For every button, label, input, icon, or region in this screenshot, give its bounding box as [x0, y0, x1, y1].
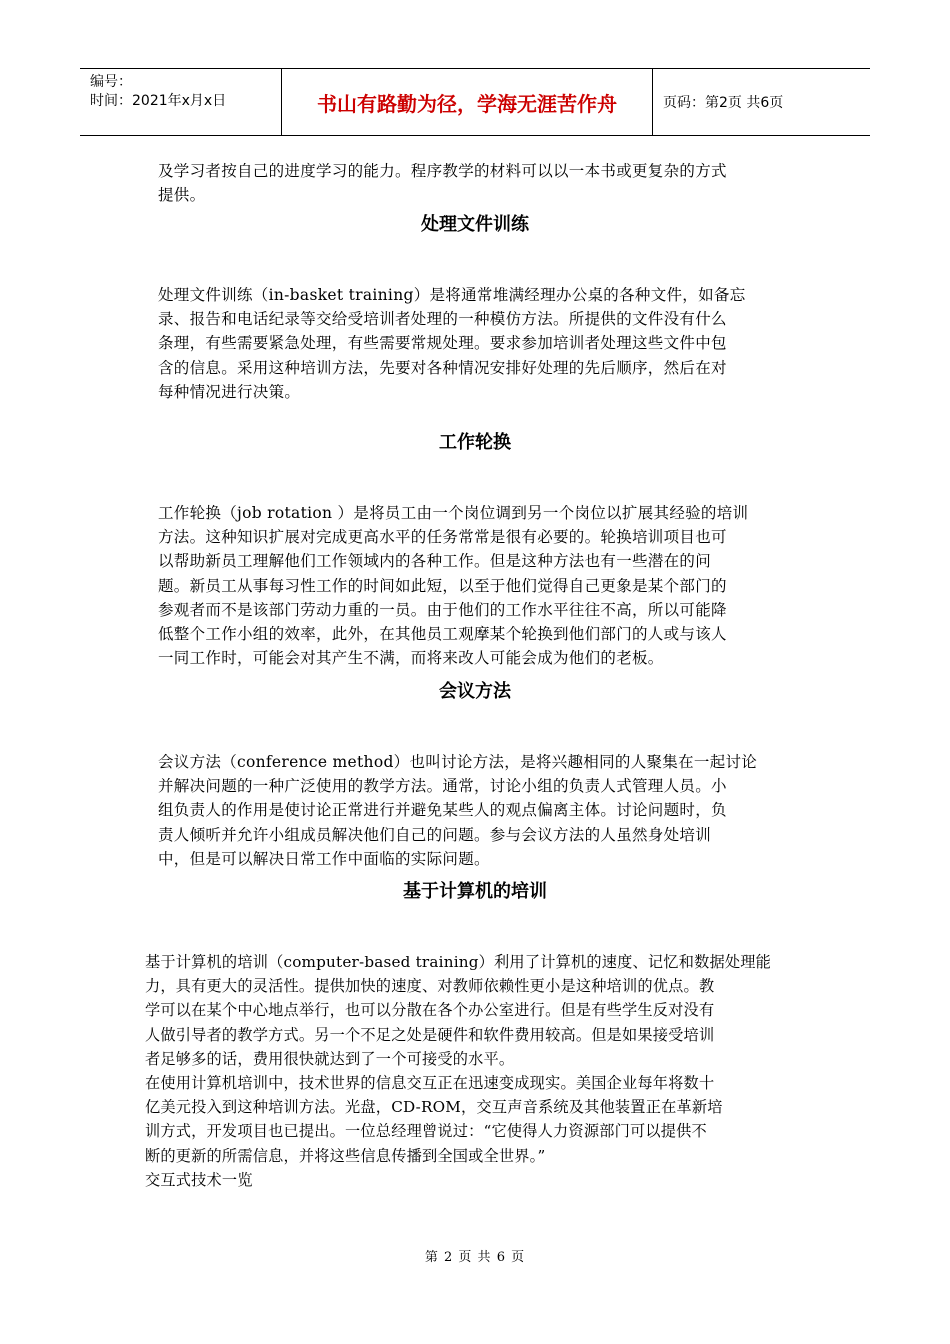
- text-line: 每种情况进行决策。: [158, 382, 301, 401]
- intro-paragraph: [158, 159, 727, 207]
- header-motto: 书山有路勤为径，学海无涯苦作舟: [282, 69, 653, 135]
- header-info-cell: [80, 69, 282, 135]
- section-heading-job-rotation: 工作轮换: [439, 432, 511, 453]
- text-line: 题。新员工从事每习性工作的时间如此短，以至于他们觉得自己更象是某个部门的: [158, 576, 727, 595]
- text-line: 提供。: [158, 186, 206, 205]
- text-line: 录、报告和电话纪录等交给受培训者处理的一种模仿方法。所提供的文件没有什么: [158, 310, 727, 329]
- section-heading-computer-based: 基于计算机的培训: [403, 881, 547, 902]
- text-line: 者足够多的话，费用很快就达到了一个可接受的水平。: [145, 1049, 515, 1068]
- text-line: 交互式技术一览: [145, 1170, 253, 1189]
- text-line: 参观者而不是该部门劳动力重的一员。由于他们的工作水平往往不高，所以可能降: [158, 600, 727, 619]
- text-line: 工作轮换（job rotation ）是将员工由一个岗位调到另一个岗位以扩展其经验的培训: [158, 504, 749, 522]
- text-line: 训方式，开发项目也已提出。一位总经理曾说过：“它使得人力资源部门可以提供不: [145, 1122, 707, 1141]
- page-footer: 第 2 页 共 6 页: [424, 1250, 526, 1265]
- text-line: 中，但是可以解决日常工作中面临的实际问题。: [158, 849, 490, 868]
- paragraph-computer-based: [145, 950, 771, 1192]
- text-line: 以帮助新员工理解他们工作领域内的各种工作。但是这种方法也有一些潜在的问: [158, 552, 712, 571]
- text-line: 一同工作时，可能会对其产生不满，而将来改人可能会成为他们的老板。: [158, 649, 664, 668]
- text-line: 组负责人的作用是使讨论正常进行并避免某些人的观点偏离主体。讨论问题时，负: [158, 801, 727, 820]
- text-line: 在使用计算机培训中，技术世界的信息交互正在迅速变成现实。美国企业每年将数十: [145, 1073, 715, 1092]
- text-line: 学可以在某个中心地点举行，也可以分散在各个办公室进行。但是有些学生反对没有: [145, 1001, 715, 1020]
- text-line: 人做引导者的教学方式。另一个不足之处是硬件和软件费用较高。但是如果接受培训: [145, 1025, 715, 1044]
- paragraph-job-rotation: [158, 501, 748, 670]
- page-header: [80, 68, 870, 136]
- text-line: 会议方法（conference method）也叫讨论方法，是将兴趣相同的人聚集在一起讨论: [158, 753, 758, 771]
- paragraph-conference: [158, 750, 757, 871]
- text-line: 责人倾听并允许小组成员解决他们自己的问题。参与会议方法的人虽然身处培训: [158, 825, 712, 844]
- text-line: 基于计算机的培训（computer-based training）利用了计算机的速度、记忆和数据处理能: [145, 953, 772, 971]
- text-line: 力，具有更大的灵活性。提供加快的速度、对教师依赖性更小是这种培训的优点。教: [145, 977, 715, 996]
- header-page-number: 页码：第2页 共6页: [663, 95, 784, 111]
- header-number: 编号：: [90, 74, 132, 90]
- text-line: 方法。这种知识扩展对完成更高水平的任务常常是很有必要的。轮换培训项目也可: [158, 528, 727, 547]
- section-heading-in-basket: 处理文件训练: [421, 214, 529, 235]
- text-line: 并解决问题的一种广泛使用的教学方法。通常，讨论小组的负责人式管理人员。小: [158, 777, 727, 796]
- text-line: 亿美元投入到这种培训方法。光盘，CD-ROM，交互声音系统及其他装置正在革新培: [145, 1098, 723, 1117]
- text-line: 及学习者按自己的进度学习的能力。程序教学的材料可以以一本书或更复杂的方式: [158, 162, 727, 180]
- text-line: 条理，有些需要紧急处理，有些需要常规处理。要求参加培训者处理这些文件中包: [158, 334, 727, 353]
- text-line: 含的信息。采用这种培训方法，先要对各种情况安排好处理的先后顺序，然后在对: [158, 358, 727, 377]
- section-heading-conference: 会议方法: [439, 681, 511, 702]
- header-date: 时间：2021年x月x日: [90, 93, 227, 109]
- text-line: 处理文件训练（in-basket training）是将通常堆满经理办公桌的各种文件，如备忘: [158, 286, 746, 304]
- text-line: 断的更新的所需信息，并将这些信息传播到全国或全世界。”: [145, 1146, 546, 1165]
- paragraph-in-basket: [158, 283, 746, 404]
- text-line: 低整个工作小组的效率，此外，在其他员工观摩某个轮换到他们部门的人或与该人: [158, 624, 727, 643]
